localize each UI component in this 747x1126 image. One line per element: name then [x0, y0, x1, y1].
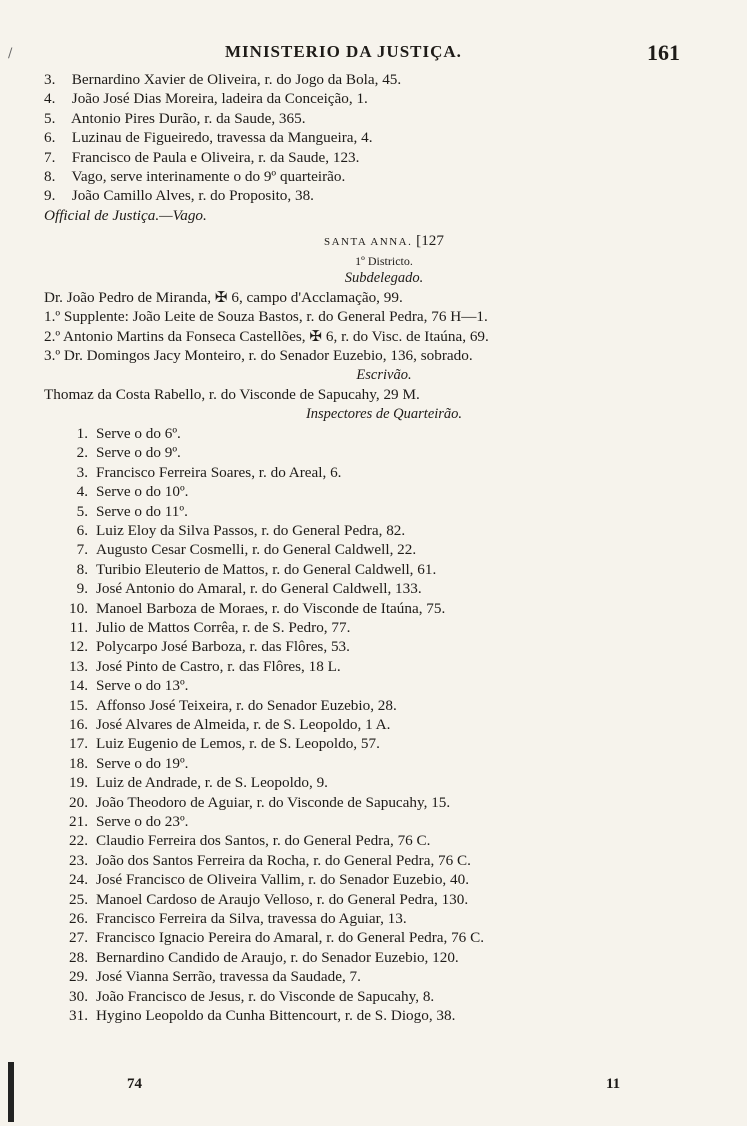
gathering-mark: 11: [606, 1076, 621, 1092]
item-number: 20.: [69, 793, 88, 811]
supplente-entry: 2.º Antonio Martins da Fonseca Castellões, ✠ 6, r. do Visc. de Itaúna, 69.: [44, 327, 489, 345]
item-number: 17.: [69, 735, 88, 753]
list-item: [58, 831, 724, 850]
item-number: 13.: [69, 657, 88, 675]
list-item: [44, 70, 724, 89]
item-text: Serve o do 23º.: [96, 813, 189, 831]
district-name: SANTA ANNA.: [324, 236, 413, 249]
item-text: José Francisco de Oliveira Vallim, r. do Senador Euzebio, 40.: [96, 871, 469, 889]
item-number: 9.: [44, 187, 56, 205]
item-number: 6.: [76, 521, 88, 539]
margin-mark: /: [8, 46, 13, 61]
item-text: Turibio Eleuterio de Mattos, r. do General Caldwell, 61.: [96, 560, 437, 578]
item-text: Francisco Ferreira Soares, r. do Areal, 6.: [96, 463, 342, 481]
item-text: Luiz de Andrade, r. de S. Leopoldo, 9.: [96, 774, 328, 792]
item-text: José Vianna Serrão, travessa da Saudade, 7.: [96, 968, 361, 986]
item-text: João José Dias Moreira, ladeira da Conceição, 1.: [71, 90, 368, 108]
list-item: [58, 599, 724, 618]
list-item: [58, 812, 724, 831]
list-item: [44, 186, 724, 205]
item-text: Serve o do 10º.: [96, 483, 189, 501]
item-text: Luiz Eloy da Silva Passos, r. do General Pedra, 82.: [96, 521, 406, 539]
item-number: 14.: [69, 677, 88, 695]
district-count: [127: [416, 232, 444, 250]
item-text: Vago, serve interinamente o do 9º quarteirão.: [71, 168, 346, 186]
item-number: 25.: [69, 890, 88, 908]
item-text: Francisco Ignacio Pereira do Amaral, r. do General Pedra, 76 C.: [96, 929, 484, 947]
item-text: Affonso José Teixeira, r. do Senador Euzebio, 28.: [96, 696, 397, 714]
list-item: [58, 870, 724, 889]
list-item: [44, 109, 724, 128]
item-text: Serve o do 19º.: [96, 754, 189, 772]
item-number: 8.: [76, 560, 88, 578]
subdelegado-entry: Dr. João Pedro de Miranda, ✠ 6, campo d'Acclamação, 99.: [44, 289, 403, 307]
item-number: 8.: [44, 168, 56, 186]
list-item: [44, 89, 724, 108]
item-text: Luiz Eugenio de Lemos, r. de S. Leopoldo, 57.: [96, 735, 380, 753]
list-item: [58, 793, 724, 812]
item-number: 30.: [69, 987, 88, 1005]
item-number: 4.: [44, 90, 56, 108]
item-text: Francisco de Paula e Oliveira, r. da Saude, 123.: [71, 148, 360, 166]
item-number: 16.: [69, 716, 88, 733]
page-number: 161: [647, 40, 680, 65]
list-item: [58, 696, 724, 715]
item-text: Antonio Pires Durão, r. da Saude, 365.: [70, 109, 306, 127]
list-item: [58, 948, 724, 967]
list-item: [58, 715, 724, 734]
list-item: [58, 540, 724, 559]
item-number: 11.: [69, 618, 88, 636]
list-item: [58, 967, 724, 986]
item-text: Julio de Mattos Corrêa, r. de S. Pedro, 77.: [96, 618, 351, 636]
list-item: [58, 754, 724, 773]
item-text: João Camillo Alves, r. do Proposito, 38.: [71, 187, 314, 205]
item-text: Serve o do 11º.: [96, 502, 188, 520]
binding-edge: [8, 1062, 14, 1122]
list-item: [58, 463, 724, 482]
list-item: [44, 128, 724, 147]
item-number: 5.: [76, 502, 88, 520]
item-number: 21.: [69, 813, 88, 831]
item-number: 5.: [44, 109, 56, 127]
running-title: MINISTERIO DA JUSTIÇA.: [225, 42, 462, 61]
item-number: 2.: [76, 444, 88, 462]
item-number: 24.: [69, 871, 88, 889]
item-number: 3.: [76, 463, 88, 481]
list-item: [58, 502, 724, 521]
item-number: 15.: [69, 696, 88, 714]
item-number: 28.: [69, 948, 88, 966]
item-number: 1.: [76, 424, 88, 442]
list-item: [58, 637, 724, 656]
item-number: 9.: [76, 580, 88, 598]
subdelegado-heading: Subdelegado.: [344, 269, 424, 286]
item-text: Hygino Leopoldo da Cunha Bittencourt, r. de S. Diogo, 38.: [96, 1007, 456, 1025]
signature-mark: 74: [127, 1076, 142, 1092]
list-item: [58, 987, 724, 1006]
item-text: Bernardino Xavier de Oliveira, r. do Jogo da Bola, 45.: [71, 71, 402, 88]
item-number: 7.: [76, 541, 88, 559]
list-item: [58, 676, 724, 695]
list-item: [58, 579, 724, 598]
list-item: [44, 148, 724, 167]
item-number: 22.: [69, 832, 88, 850]
list-item: [58, 521, 724, 540]
list-item: [44, 167, 724, 186]
item-number: 19.: [69, 774, 88, 792]
inspectores-heading: Inspectores de Quarteirão.: [305, 405, 463, 422]
item-number: 31.: [69, 1007, 88, 1025]
item-number: 23.: [69, 851, 88, 869]
item-number: 29.: [69, 968, 88, 986]
list-item: [58, 424, 724, 443]
item-number: 7.: [44, 148, 56, 166]
list-item: [58, 734, 724, 753]
page-content: [44, 70, 724, 1026]
list-item: [58, 482, 724, 501]
item-text: Serve o do 13º.: [96, 677, 189, 695]
page-header: [0, 40, 747, 66]
item-text: Luzinau de Figueiredo, travessa da Mangueira, 4.: [71, 129, 373, 147]
list-item: [58, 1006, 724, 1025]
item-number: 6.: [44, 129, 56, 147]
escrivao-entry: Thomaz da Costa Rabello, r. do Visconde de Sapucahy, 29 M.: [44, 386, 420, 404]
item-number: 18.: [69, 754, 88, 772]
item-number: 12.: [69, 638, 88, 656]
list-item: [58, 773, 724, 792]
district-heading: [44, 231, 724, 252]
item-number: 26.: [69, 910, 88, 928]
item-number: 3.: [44, 71, 56, 88]
list-item: [58, 560, 724, 579]
item-text: Francisco Ferreira da Silva, travessa do Aguiar, 13.: [96, 910, 407, 928]
item-text: Claudio Ferreira dos Santos, r. do General Pedra, 76 C.: [96, 832, 431, 850]
item-text: João dos Santos Ferreira da Rocha, r. do General Pedra, 76 C.: [96, 851, 471, 869]
page-footer: [0, 1076, 747, 1096]
item-number: 4.: [76, 483, 88, 501]
item-text: José Alvares de Almeida, r. de S. Leopoldo, 1 A.: [96, 716, 391, 733]
subdelegado-list: [44, 288, 724, 366]
district-number: 1º Districto.: [355, 253, 413, 268]
item-text: Serve o do 6º.: [96, 424, 181, 442]
item-text: João Theodoro de Aguiar, r. do Visconde de Sapucahy, 15.: [96, 793, 451, 811]
item-text: José Antonio do Amaral, r. do General Caldwell, 133.: [96, 580, 422, 598]
inspectores-list: [44, 424, 724, 1026]
supplente-entry: 3.º Dr. Domingos Jacy Monteiro, r. do Senador Euzebio, 136, sobrado.: [44, 347, 473, 365]
item-text: Bernardino Candido de Araujo, r. do Senador Euzebio, 120.: [96, 948, 459, 966]
list-item: [58, 890, 724, 909]
list-item: [58, 618, 724, 637]
official-line: Official de Justiça.—Vago.: [44, 206, 207, 224]
item-number: 27.: [69, 929, 88, 947]
escrivao-heading: Escrivão.: [356, 366, 412, 383]
item-text: José Pinto de Castro, r. das Flôres, 18 L.: [96, 657, 341, 675]
list-item: [58, 928, 724, 947]
item-text: João Francisco de Jesus, r. do Visconde de Sapucahy, 8.: [96, 987, 435, 1005]
list-item: [58, 443, 724, 462]
first-list: [44, 70, 724, 206]
supplente-entry: 1.º Supplente: João Leite de Souza Bastos, r. do General Pedra, 76 H—1.: [44, 308, 488, 326]
item-text: Augusto Cesar Cosmelli, r. do General Caldwell, 22.: [96, 541, 417, 559]
list-item: [58, 851, 724, 870]
item-text: Manoel Barboza de Moraes, r. do Visconde de Itaúna, 75.: [96, 599, 446, 617]
list-item: [58, 657, 724, 676]
item-text: Manoel Cardoso de Araujo Velloso, r. do General Pedra, 130.: [96, 890, 469, 908]
item-text: Polycarpo José Barboza, r. das Flôres, 53.: [96, 638, 350, 656]
list-item: [58, 909, 724, 928]
item-text: Serve o do 9º.: [96, 444, 181, 462]
item-number: 10.: [69, 599, 88, 617]
